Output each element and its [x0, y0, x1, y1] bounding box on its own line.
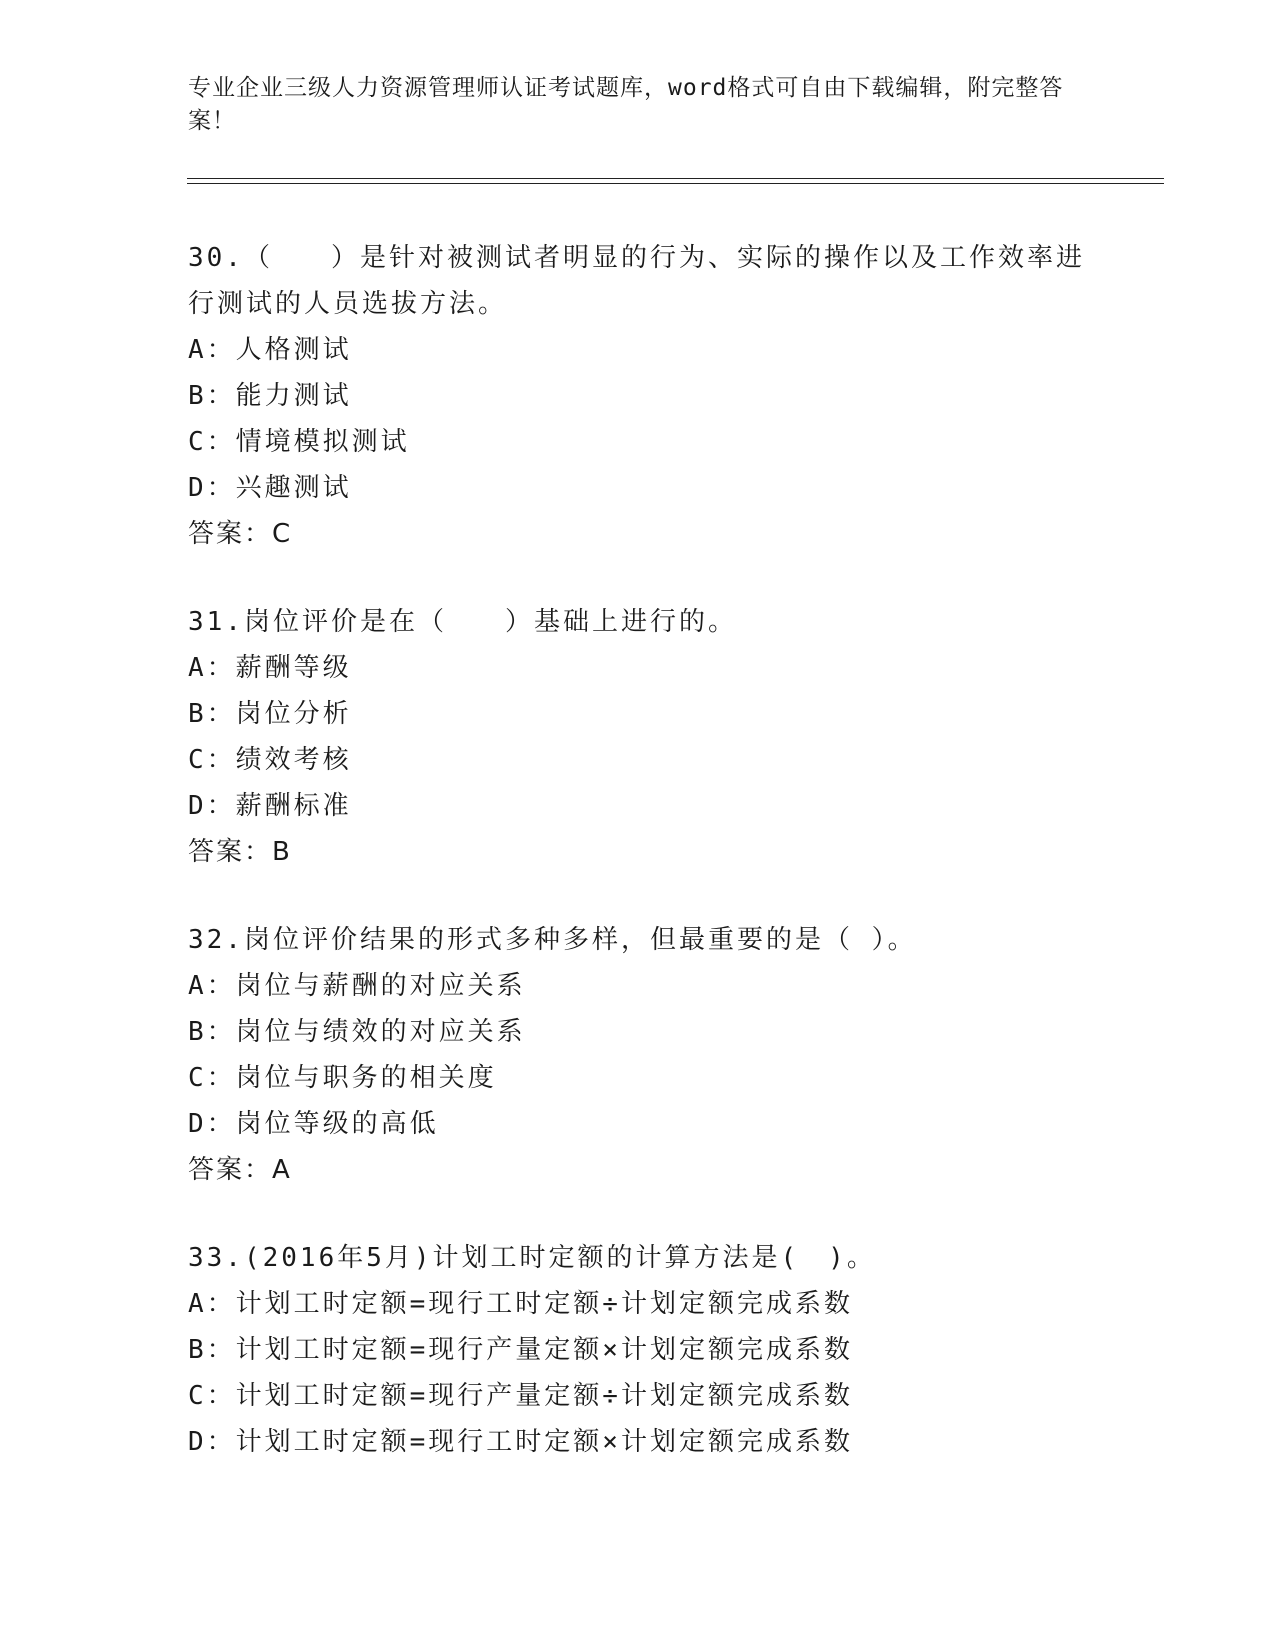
option-c: C：绩效考核: [188, 745, 352, 775]
answer-line: 答案：B: [188, 837, 292, 867]
option-a: A：岗位与薪酬的对应关系: [188, 971, 526, 1001]
option-b: B：岗位分析: [188, 699, 352, 729]
document-header-text: 专业企业三级人力资源管理师认证考试题库，word格式可自由下载编辑，附完整答案！: [188, 75, 1064, 134]
option-a: A：人格测试: [188, 335, 352, 365]
option-a: A：计划工时定额=现行工时定额÷计划定额完成系数: [188, 1289, 853, 1319]
answer-line: 答案：A: [188, 1155, 292, 1185]
question-list: [188, 235, 1108, 1507]
question-32: [188, 917, 1108, 1193]
header-double-divider: [187, 178, 1164, 184]
option-d: D：薪酬标准: [188, 791, 352, 821]
question-stem: 32.岗位评价结果的形式多种多样，但最重要的是（ ）。: [188, 925, 917, 955]
question-stem: 30.（ ）是针对被测试者明显的行为、实际的操作以及工作效率进行测试的人员选拔方法。: [188, 243, 1085, 319]
question-30: [188, 235, 1108, 557]
option-c: C：岗位与职务的相关度: [188, 1063, 497, 1093]
option-a: A：薪酬等级: [188, 653, 352, 683]
option-b: B：能力测试: [188, 381, 352, 411]
option-b: B：岗位与绩效的对应关系: [188, 1017, 526, 1047]
option-d: D：岗位等级的高低: [188, 1109, 439, 1139]
option-d: D：兴趣测试: [188, 473, 352, 503]
question-stem: 31.岗位评价是在（ ）基础上进行的。: [188, 607, 737, 637]
question-stem: 33.(2016年5月)计划工时定额的计算方法是( )。: [188, 1243, 876, 1273]
option-c: C：情境模拟测试: [188, 427, 410, 457]
question-33: [188, 1235, 1108, 1465]
option-b: B：计划工时定额=现行产量定额×计划定额完成系数: [188, 1335, 853, 1365]
answer-line: 答案：C: [188, 519, 293, 549]
option-c: C：计划工时定额=现行产量定额÷计划定额完成系数: [188, 1381, 853, 1411]
option-d: D：计划工时定额=现行工时定额×计划定额完成系数: [188, 1427, 853, 1457]
question-31: [188, 599, 1108, 875]
